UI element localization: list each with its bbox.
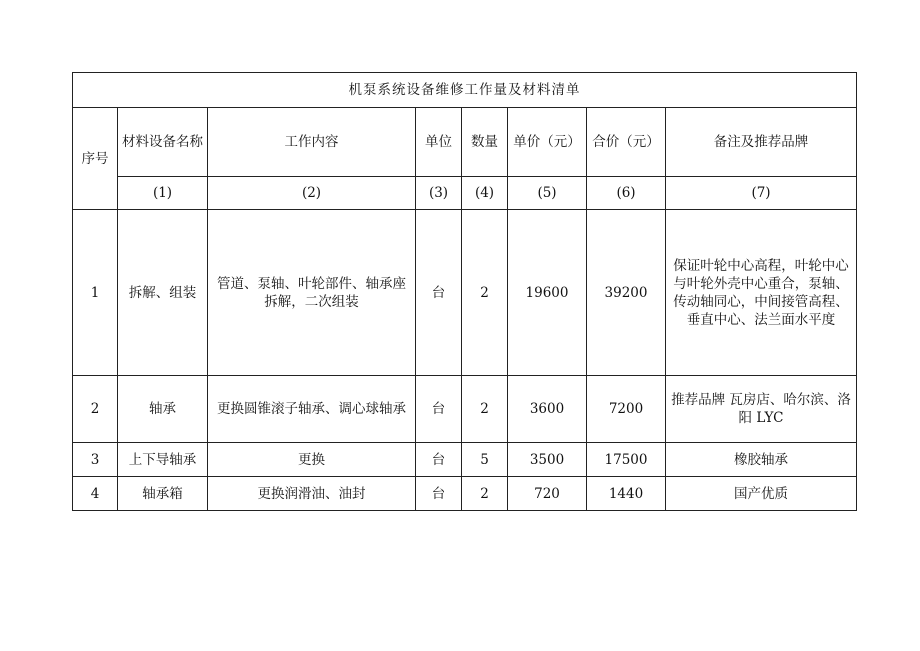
header-index: 序号: [73, 108, 118, 210]
table-row: [73, 376, 857, 443]
table-row: [73, 210, 857, 376]
row-material: 轴承: [118, 376, 208, 443]
row-material: 拆解、组装: [118, 210, 208, 376]
row-index: 3: [73, 443, 118, 477]
table-row: [73, 477, 857, 511]
col-number-6: (6): [587, 177, 666, 210]
row-content: 更换: [208, 443, 416, 477]
row-total-price: 39200: [587, 210, 666, 376]
row-content: 更换润滑油、油封: [208, 477, 416, 511]
col-number-4: (4): [462, 177, 508, 210]
row-total-price: 17500: [587, 443, 666, 477]
header-material: 材料设备名称: [118, 108, 208, 177]
col-number-1: (1): [118, 177, 208, 210]
row-material: 轴承箱: [118, 477, 208, 511]
col-number-3: (3): [416, 177, 462, 210]
row-qty: 2: [462, 376, 508, 443]
row-remarks: 推荐品牌 瓦房店、哈尔滨、洛阳 LYC: [666, 376, 857, 443]
row-unit: 台: [416, 210, 462, 376]
row-index: 2: [73, 376, 118, 443]
row-unit-price: 19600: [508, 210, 587, 376]
row-qty: 2: [462, 477, 508, 511]
header-unit-price: 单价（元）: [508, 108, 587, 177]
header-content: 工作内容: [208, 108, 416, 177]
row-remarks: 橡胶轴承: [666, 443, 857, 477]
row-qty: 5: [462, 443, 508, 477]
row-remarks: 国产优质: [666, 477, 857, 511]
row-index: 4: [73, 477, 118, 511]
row-unit-price: 3600: [508, 376, 587, 443]
header-total-price: 合价（元）: [587, 108, 666, 177]
row-unit-price: 720: [508, 477, 587, 511]
header-unit: 单位: [416, 108, 462, 177]
table-row: [73, 443, 857, 477]
row-material: 上下导轴承: [118, 443, 208, 477]
header-remarks: 备注及推荐品牌: [666, 108, 857, 177]
row-remarks: 保证叶轮中心高程，叶轮中心与叶轮外壳中心重合，泵轴、传动轴同心，中间接管高程、垂直中心、法兰面水平度: [666, 210, 857, 376]
row-total-price: 7200: [587, 376, 666, 443]
col-number-2: (2): [208, 177, 416, 210]
header-row: [73, 108, 857, 177]
row-index: 1: [73, 210, 118, 376]
row-unit: 台: [416, 443, 462, 477]
row-unit-price: 3500: [508, 443, 587, 477]
row-total-price: 1440: [587, 477, 666, 511]
row-unit: 台: [416, 477, 462, 511]
col-number-7: (7): [666, 177, 857, 210]
page-title: 机泵系统设备维修工作量及材料清单: [73, 73, 857, 108]
materials-table: [72, 72, 857, 511]
col-number-5: (5): [508, 177, 587, 210]
header-qty: 数量: [462, 108, 508, 177]
row-unit: 台: [416, 376, 462, 443]
row-content: 更换圆锥滚子轴承、调心球轴承: [208, 376, 416, 443]
column-number-row: [73, 177, 857, 210]
row-qty: 2: [462, 210, 508, 376]
row-content: 管道、泵轴、叶轮部件、轴承座拆解，二次组装: [208, 210, 416, 376]
